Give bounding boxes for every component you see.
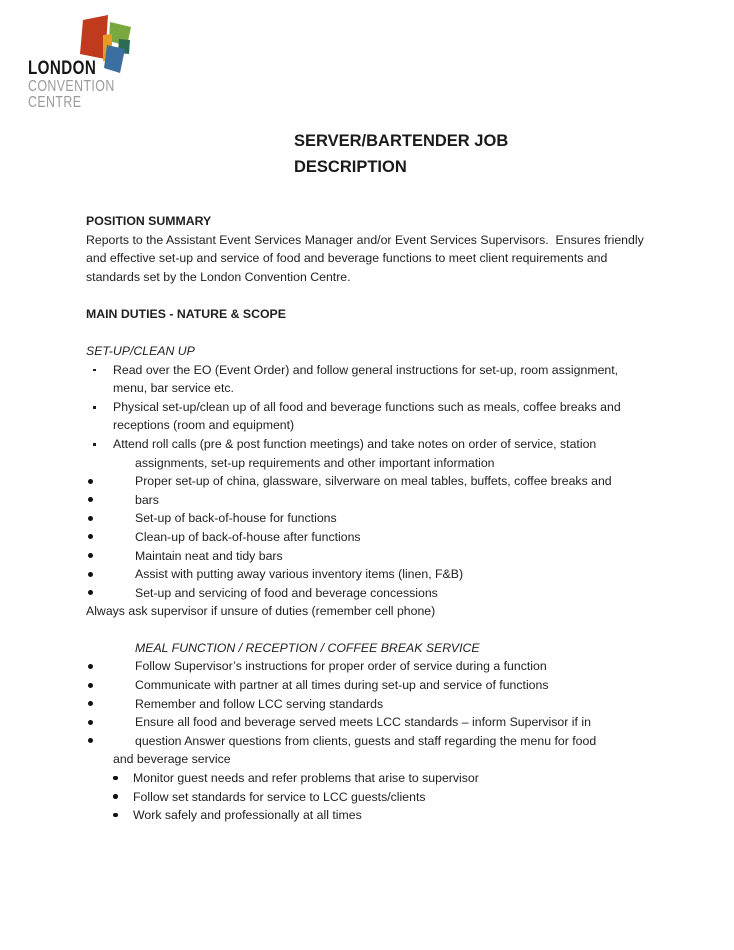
logo-word-london: LONDON <box>28 58 97 79</box>
list-item-text: Work safely and professionally at all times <box>133 808 362 823</box>
list-item-text: Clean-up of back-of-house after functions <box>135 529 361 544</box>
logo-word-convention: CONVENTION <box>28 78 115 95</box>
lcc-logo-wordmark <box>28 58 136 110</box>
list-item <box>110 788 652 807</box>
list-item-text: Physical set-up/clean up of all food and beverage functions such as meals, coffee breaks and receptions (room and equipment) <box>113 399 621 433</box>
meal-function-heading: MEAL FUNCTION / RECEPTION / COFFEE BREAK SERVICE <box>135 640 480 655</box>
page-title-line2: DESCRIPTION <box>294 158 407 176</box>
list-item <box>86 509 652 528</box>
list-item <box>86 361 652 398</box>
list-item <box>110 769 652 788</box>
list-item <box>86 732 652 751</box>
list-item <box>86 676 652 695</box>
lcc-logo <box>0 0 200 120</box>
list-item-text: Monitor guest needs and refer problems that arise to supervisor <box>133 771 479 786</box>
list-item <box>86 713 652 732</box>
main-duties-heading: MAIN DUTIES - NATURE & SCOPE <box>86 307 286 322</box>
document-body <box>86 212 652 825</box>
bullet-continuation-text: and beverage service <box>113 752 231 767</box>
list-item-text: Remember and follow LCC serving standards <box>135 696 384 711</box>
list-item <box>86 398 652 435</box>
list-item <box>86 472 652 491</box>
list-item-text: Follow Supervisor’s instructions for proper order of service during a function <box>135 659 547 674</box>
position-summary-paragraph: Reports to the Assistant Event Services Manager and/or Event Services Supervisors. Ensures friendly and effective set-up and service of food and beverage functions to meet client requirements and standards set by the London Convention Centre. <box>86 232 648 284</box>
supervisor-note: Always ask supervisor if unsure of duties (remember cell phone) <box>86 604 436 619</box>
list-item <box>86 565 652 584</box>
page-title <box>294 128 508 180</box>
list-item-text: bars <box>135 492 159 507</box>
list-item-text: Read over the EO (Event Order) and follow general instructions for set-up, room assignment, menu, bar service etc. <box>113 362 619 396</box>
list-item <box>86 528 652 547</box>
list-item <box>86 491 652 510</box>
page-title-line1: SERVER/BARTENDER JOB <box>294 132 509 150</box>
list-item <box>86 435 652 472</box>
list-item <box>86 657 652 676</box>
list-item-text: question Answer questions from clients, guests and staff regarding the menu for food <box>135 733 597 748</box>
list-item <box>110 806 652 825</box>
logo-word-centre: CENTRE <box>28 93 82 111</box>
list-item-text: Set-up of back-of-house for functions <box>135 511 337 526</box>
list-item-text: Set-up and servicing of food and beverage concessions <box>135 585 438 600</box>
list-item-text: Attend roll calls (pre & post function meetings) and take notes on order of service, station assignments, set-up requirements and other important information <box>113 436 597 470</box>
list-item-text: Maintain neat and tidy bars <box>135 548 283 563</box>
list-item <box>86 547 652 566</box>
list-item-text: Proper set-up of china, glassware, silverware on meal tables, buffets, coffee breaks and <box>135 474 612 489</box>
list-item <box>86 584 652 603</box>
list-item-text: Communicate with partner at all times during set-up and service of functions <box>135 678 549 693</box>
list-item <box>86 695 652 714</box>
position-summary-heading: POSITION SUMMARY <box>86 214 212 228</box>
list-item-text: Assist with putting away various inventory items (linen, F&B) <box>135 567 464 582</box>
list-item-text: Follow set standards for service to LCC guests/clients <box>133 789 426 804</box>
list-item-text: Ensure all food and beverage served meets LCC standards – inform Supervisor if in <box>135 715 591 730</box>
setup-cleanup-heading: SET-UP/CLEAN UP <box>86 343 195 358</box>
